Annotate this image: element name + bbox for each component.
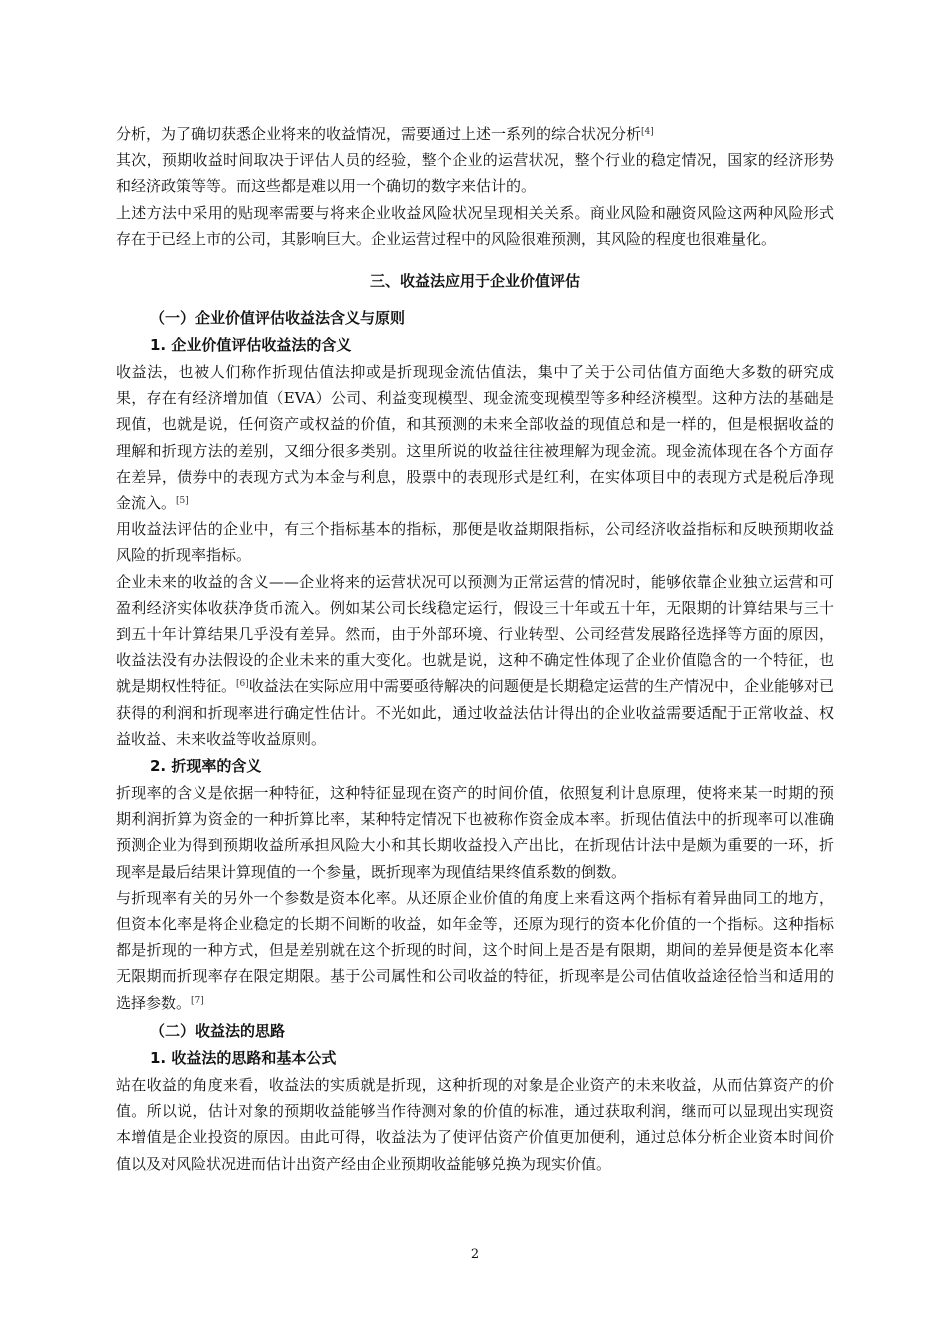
paragraph-5: 用收益法评估的企业中，有三个指标基本的指标，那便是收益期限指标，公司经济收益指标和反映预期收益风险的折现率指标。 xyxy=(116,520,834,565)
subsubsection-heading-2-1: 1. 收益法的思路和基本公式 xyxy=(150,1048,337,1067)
citation-4: [4] xyxy=(641,127,654,137)
subsection-heading-1: （一）企业价值评估收益法含义与原则 xyxy=(150,309,406,328)
paragraph-9: 站在收益的角度来看，收益法的实质就是折现，这种折现的对象是企业资产的未来收益，从而估算资产的价值。所以说，估计对象的预期收益能够当作待测对象的价值的标准，通过获取利润，继而可以显现出实现资本增值是企业投资的原因。由此可得，收益法为了使评估资产价值更加便利，通过总体分析企业资本时间价值以及对风险状况进而估计出资产经由企业预期收益能够兑换为现实价值。 xyxy=(116,1075,834,1173)
document-page xyxy=(116,121,834,1177)
paragraph-8: 与折现率有关的另外一个参数是资本化率。从还原企业价值的角度上来看这两个指标有着异曲同工的地方，但资本化率是将企业稳定的长期不间断的收益，如年金等，还原为现行的资本化价值的一个指标。这种指标都是折现的一种方式，但是差别就在这个折现的时间，这个时间上是否是有限期，期间的差异便是资本化率无限期而折现率存在限定期限。基于公司属性和公司收益的特征，折现率是公司估值收益途径恰当和适用的选择参数。[7] xyxy=(116,888,834,1012)
paragraph-1: 分析，为了确切获悉企业将来的收益情况，需要通过上述一系列的综合状况分析[4] xyxy=(116,125,654,143)
paragraph-7: 折现率的含义是依据一种特征，这种特征显现在资产的时间价值，依照复利计息原理，使将来某一时期的预期利润折算为资金的一种折算比率，某种特定情况下也被称作资金成本率。折现估值法中的折现率可以准确预测企业为得到预期收益所承担风险大小和其长期收益投入产出比，在折现估计法中是颇为重要的一环，折现率是最后结果计算现值的一个参量，既折现率为现值结果终值系数的倒数。 xyxy=(116,784,834,881)
citation-6: [6] xyxy=(236,679,249,690)
paragraph-6: 企业未来的收益的含义——企业将来的运营状况可以预测为正常运营的情况时，能够依靠企业独立运营和可盈利经济实体收获净货币流入。例如某公司长线稳定运行，假设三十年或五十年，无限期的计算结果与三十到五十年计算结果几乎没有差异。然而，由于外部环境、行业转型、公司经营发展路径选择等方面的原因，收益法没有办法假设的企业未来的重大变化。也就是说，这种不确定性体现了企业价值隐含的一个特征，也就是期权性特征。[6]收益法在实际应用中需要亟待解决的问题便是长期稳定运营的生产情况中，企业能够对已获得的利润和折现率进行确定性估计。不光如此，通过收益法估计得出的企业收益需要适配于正常收益、权益收益、未来收益等收益原则。 xyxy=(116,572,834,748)
subsection-heading-2: （二）收益法的思路 xyxy=(150,1021,286,1040)
paragraph-2: 其次，预期收益时间取决于评估人员的经验，整个企业的运营状况，整个行业的稳定情况，国家的经济形势和经济政策等等。而这些都是难以用一个确切的数字来估计的。 xyxy=(116,151,834,196)
subsubsection-heading-1-1: 1. 企业价值评估收益法的含义 xyxy=(150,336,352,355)
citation-7: [7] xyxy=(191,995,204,1006)
paragraph-4: 收益法，也被人们称作折现估值法抑或是折现现金流估值法，集中了关于公司估值方面绝大多数的研究成果，存在有经济增加值（EVA）公司、利益变现模型、现金流变现模型等多种经济模型。这种方法的基础是现值，也就是说，任何资产或权益的价值，和其预测的未来全部收益的现值总和是一样的，但是根据收益的理解和折现方法的差别，又细分很多类别。这里所说的收益往往被理解为现金流。现金流体现在各个方面存在差异，债券中的表现方式为本金与利息，股票中的表现形式是红利，在实体项目中的表现方式是税后净现金流入。[5] xyxy=(116,363,834,513)
page-number: 2 xyxy=(470,1247,480,1262)
subsubsection-heading-1-2: 2. 折现率的含义 xyxy=(150,757,262,776)
citation-5: [5] xyxy=(176,496,189,507)
section-heading-3: 三、收益法应用于企业价值评估 xyxy=(369,272,580,291)
paragraph-3: 上述方法中采用的贴现率需要与将来企业收益风险状况呈现相关关系。商业风险和融资风险这两种风险形式存在于已经上市的公司，其影响巨大。企业运营过程中的风险很难预测，其风险的程度也很难量化。 xyxy=(116,203,834,248)
